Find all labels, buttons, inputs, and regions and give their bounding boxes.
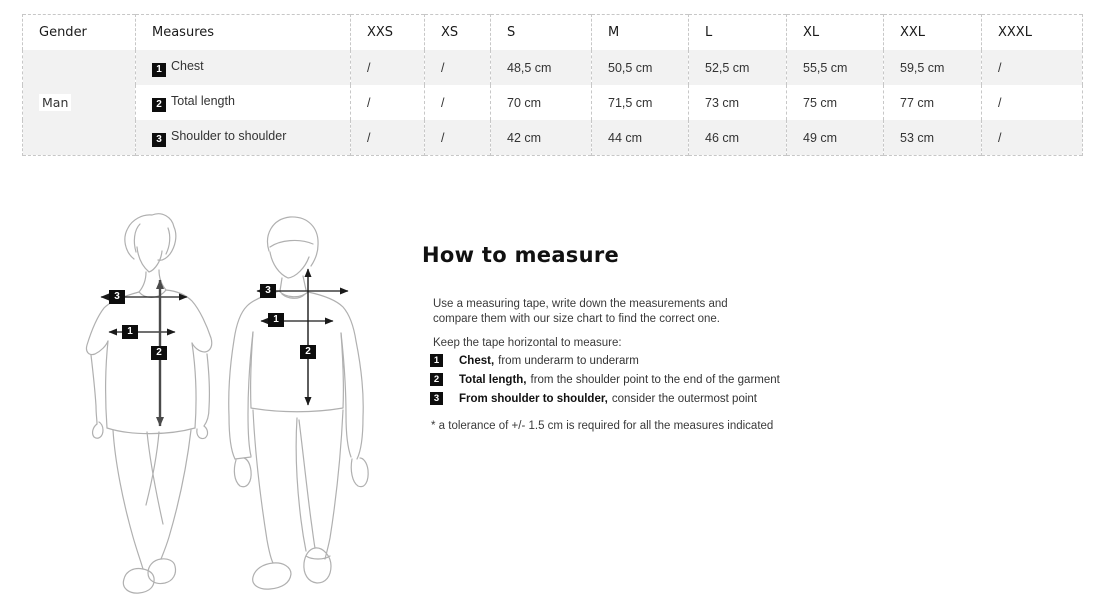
left-figure-outline [86,214,211,593]
col-header-xxxl: XXXL [982,15,1083,51]
cell-length-xl: 75 cm [787,85,884,120]
how-to-measure-intro [433,297,728,326]
col-header-measures: Measures [136,15,351,51]
cell-chest-xxs: / [351,50,425,85]
cell-length-xs: / [425,85,491,120]
cell-length-l: 73 cm [689,85,787,120]
table-row-total-length [23,85,1083,120]
header-row [23,15,1083,51]
col-header-xl: XL [787,15,884,51]
step-bold-text: From shoulder to shoulder, [459,392,608,405]
badge-3: 3 [152,133,166,147]
cell-chest-s: 48,5 cm [491,50,592,85]
step-text: from underarm to underarm [498,354,639,367]
step-bold-text: Chest, [459,354,495,367]
intro-line-1: Use a measuring tape, write down the measurements and [433,298,728,310]
cell-length-m: 71,5 cm [592,85,689,120]
cell-length-xxl: 77 cm [884,85,982,120]
step-badge-1: 1 [430,354,443,367]
measure-text: Chest [171,58,204,73]
cell-chest-xxl: 59,5 cm [884,50,982,85]
step-chest [430,354,780,367]
badge-1: 1 [152,63,166,77]
cell-shoulder-s: 42 cm [491,120,592,156]
cell-length-xxs: / [351,85,425,120]
cell-chest-xl: 55,5 cm [787,50,884,85]
left-shoulder-badge: 3 [109,290,125,304]
col-header-xxl: XXL [884,15,982,51]
gender-value: Man [39,94,71,111]
right-chest-badge: 1 [268,313,284,327]
cell-shoulder-xxs: / [351,120,425,156]
cell-chest-xs: / [425,50,491,85]
cell-shoulder-xxl: 53 cm [884,120,982,156]
measure-label-chest [136,50,351,85]
measure-label-total-length [136,85,351,120]
step-badge-3: 3 [430,392,443,405]
right-figure-outline [229,217,368,589]
size-chart-table [22,14,1083,156]
cell-chest-xxxl: / [982,50,1083,85]
cell-length-xxxl: / [982,85,1083,120]
how-to-measure-title: How to measure [422,243,620,267]
cell-shoulder-m: 44 cm [592,120,689,156]
col-header-xxs: XXS [351,15,425,51]
keep-tape-instruction: Keep the tape horizontal to measure: [433,337,622,349]
cell-shoulder-xl: 49 cm [787,120,884,156]
cell-chest-l: 52,5 cm [689,50,787,85]
left-length-badge: 2 [151,346,167,360]
step-badge-2: 2 [430,373,443,386]
cell-shoulder-l: 46 cm [689,120,787,156]
left-chest-badge: 1 [122,325,138,339]
col-header-m: M [592,15,689,51]
measure-text: Shoulder to shoulder [171,128,287,143]
right-length-badge: 2 [300,345,316,359]
measure-text: Total length [171,93,235,108]
table-row-shoulder [23,120,1083,156]
cell-shoulder-xs: / [425,120,491,156]
col-header-s: S [491,15,592,51]
table-row-chest [23,50,1083,85]
tolerance-note: * a tolerance of +/- 1.5 cm is required for all the measures indicated [431,420,774,432]
step-shoulder [430,392,780,405]
badge-2: 2 [152,98,166,112]
step-total-length [430,373,780,386]
step-text: from the shoulder point to the end of the garment [530,373,780,386]
cell-shoulder-xxxl: / [982,120,1083,156]
col-header-gender: Gender [23,15,136,51]
step-text: consider the outermost point [611,392,757,405]
cell-length-s: 70 cm [491,85,592,120]
col-header-l: L [689,15,787,51]
step-bold-text: Total length, [459,373,527,386]
intro-line-2: compare them with our size chart to find the correct one. [433,312,720,325]
measure-steps-list [430,354,780,411]
gender-cell [23,50,136,156]
cell-chest-m: 50,5 cm [592,50,689,85]
col-header-xs: XS [425,15,491,51]
measure-label-shoulder [136,120,351,156]
right-shoulder-badge: 3 [260,284,276,298]
